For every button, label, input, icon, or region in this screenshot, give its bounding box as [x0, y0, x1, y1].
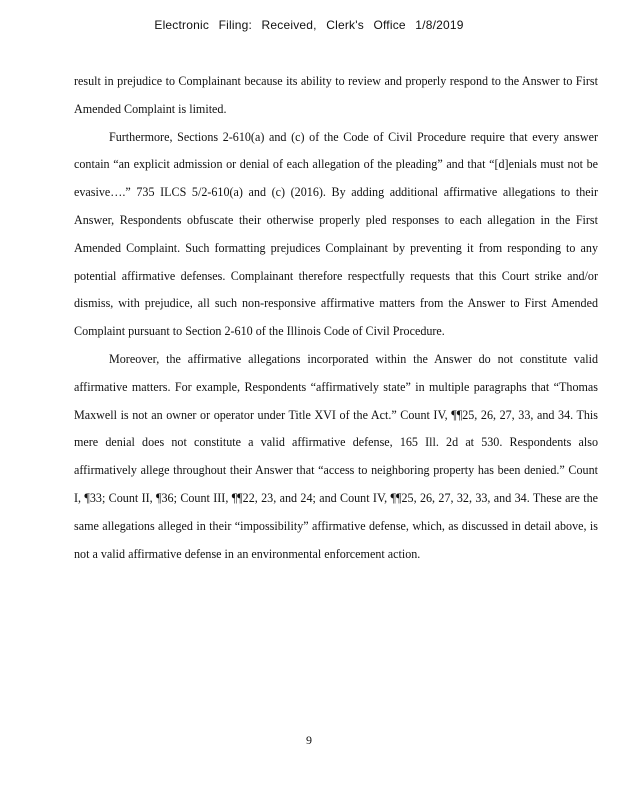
paragraph-continuation: result in prejudice to Complainant because its ability to review and properly respond to the Answer to First Amended Complaint is limited. — [74, 74, 598, 116]
document-body — [74, 68, 598, 568]
filing-header: Electronic Filing: Received, Clerk's Office 1/8/2019 — [154, 18, 464, 32]
paragraph-sections-2-610: Furthermore, Sections 2-610(a) and (c) of the Code of Civil Procedure require that every answer contain “an explicit admission or denial of each allegation of the pleading” and that “[d]enials must not be evasive….” 735 ILCS 5/2-610(a) and (c) (2016). By adding additional affirmative allegations to their Answer, Respondents obfuscate their otherwise properly pled responses to each allegation in the First Amended Complaint. Such formatting prejudices Complainant by preventing it from responding to any potential affirmative defenses. Complainant therefore respectfully requests that this Court strike and/or dismiss, with prejudice, all such non-responsive affirmative matters from the Answer to First Amended Complaint pursuant to Section 2-610 of the Illinois Code of Civil Procedure. — [74, 129, 598, 339]
page-number: 9 — [306, 733, 312, 747]
paragraph-affirmative-allegations: Moreover, the affirmative allegations incorporated within the Answer do not constitute valid affirmative matters. For example, Respondents “affirmatively state” in multiple paragraphs that “Thomas Maxwell is not an owner or operator under Title XVI of the Act.” Count IV, ¶¶25, 26, 27, 33, and 34. This mere denial does not constitute a valid affirmative defense, 165 Ill. 2d at 530. Respondents also affirmatively allege throughout their Answer that “access to neighboring property has been denied.” Count I, ¶33; Count II, ¶36; Count III, ¶¶22, 23, and 24; and Count IV, ¶¶25, 26, 27, 32, 33, and 34. These are the same allegations alleged in their “impossibility” affirmative defense, which, as discussed in detail above, is not a valid affirmative defense in an environmental enforcement action. — [74, 351, 598, 561]
